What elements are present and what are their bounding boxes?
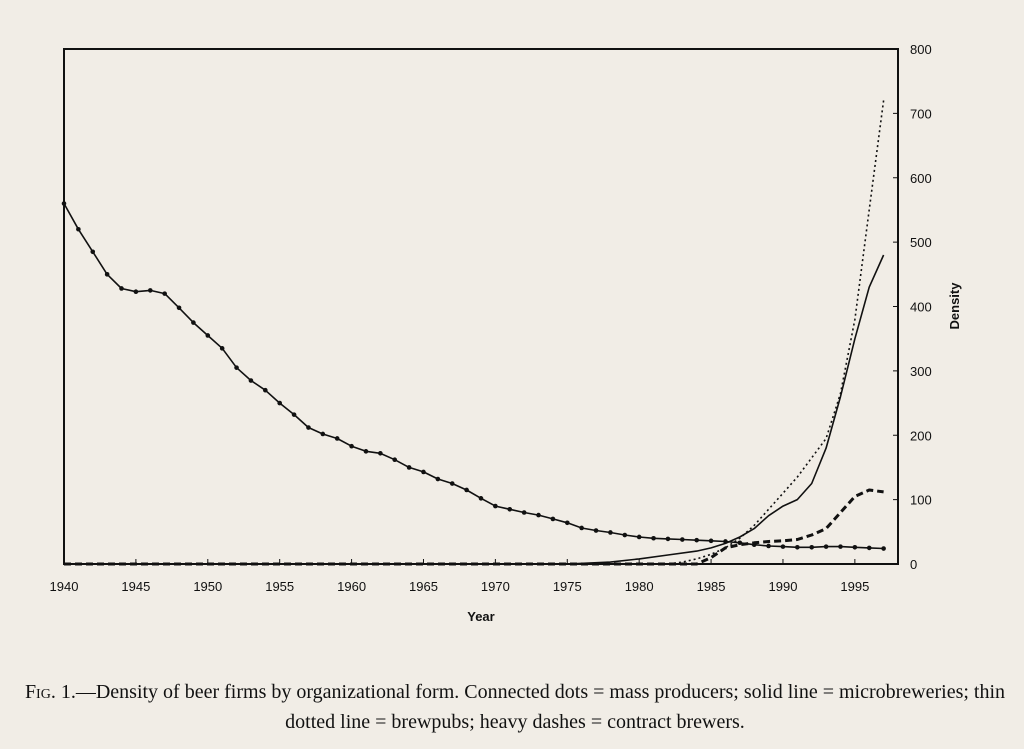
series-dot: [407, 465, 412, 470]
series-dot: [680, 537, 685, 542]
series-dot: [277, 401, 282, 406]
series-dot: [76, 227, 81, 232]
x-tick-label: 1960: [337, 579, 367, 594]
series-dot: [766, 544, 771, 549]
series-dot: [651, 536, 656, 541]
series-dot: [119, 286, 124, 291]
series-dot: [220, 346, 225, 351]
series-dot: [622, 533, 627, 538]
series-dot: [709, 539, 714, 544]
series-dot: [594, 528, 599, 533]
series-dot: [364, 449, 369, 454]
series-dot: [551, 517, 556, 522]
y-tick-label: 0: [910, 557, 918, 572]
series-dot: [694, 538, 699, 543]
series-dot: [608, 530, 613, 535]
y-axis-title: Density: [947, 282, 962, 330]
series-dot: [392, 457, 397, 462]
series-dot: [249, 378, 254, 383]
y-tick-label: 400: [910, 299, 932, 315]
series-dot: [536, 513, 541, 518]
series-dot: [579, 526, 584, 531]
series-dot: [522, 510, 527, 515]
x-tick-label: 1985: [696, 579, 726, 594]
series-dot: [881, 546, 886, 551]
series-dot: [436, 477, 441, 482]
series-dot: [867, 546, 872, 551]
series-dot: [450, 481, 455, 486]
x-tick-label: 1975: [552, 579, 582, 594]
series-dot: [464, 488, 469, 493]
x-tick-label: 1950: [193, 579, 223, 594]
caption-text: —Density of beer firms by organizational form. Connected dots = mass producers; solid line = microbreweries; thin dotted line = brewpubs; heavy dashes = contract brewers.: [75, 681, 1006, 733]
series-dot: [191, 320, 196, 325]
series-dot: [349, 444, 354, 449]
series-heavy-dashes-line: [64, 490, 884, 564]
series-dot: [479, 496, 484, 501]
caption-label: Fig. 1.: [24, 681, 76, 703]
series-dot: [162, 291, 167, 296]
series-connected-dots-line: [64, 204, 884, 549]
series-dot: [809, 545, 814, 550]
series-dot: [321, 432, 326, 437]
series-dot: [838, 544, 843, 549]
y-tick-label: 200: [910, 428, 932, 444]
x-tick-label: 1970: [480, 579, 510, 594]
series-dot: [507, 507, 512, 512]
series-dot: [493, 504, 498, 509]
series-dot: [637, 535, 642, 540]
series-dot: [824, 544, 829, 549]
plot-frame: [64, 49, 898, 564]
x-tick-label: 1965: [409, 579, 438, 594]
series-dot: [853, 545, 858, 550]
y-tick-label: 700: [910, 106, 932, 122]
series-dot: [306, 425, 311, 430]
series-dot: [335, 436, 340, 441]
x-tick-label: 1940: [49, 579, 79, 594]
y-tick-label: 100: [910, 492, 932, 508]
series-dot: [565, 521, 570, 526]
x-tick-label: 1980: [624, 579, 654, 594]
series-dot: [134, 289, 139, 294]
x-tick-label: 1955: [265, 579, 295, 594]
x-tick-label: 1990: [768, 579, 798, 594]
y-tick-label: 500: [910, 235, 932, 251]
series-dot: [62, 201, 67, 206]
series-dot: [90, 249, 95, 254]
y-tick-label: 600: [910, 170, 932, 186]
figure-caption: [20, 677, 1010, 737]
series-dot: [105, 272, 110, 277]
series-dot: [378, 451, 383, 456]
series-dot: [263, 388, 268, 393]
series-dot: [781, 544, 786, 549]
series-dot: [148, 288, 153, 293]
y-tick-label: 800: [910, 42, 932, 57]
x-tick-label: 1995: [840, 579, 870, 594]
series-dot: [205, 333, 210, 338]
x-axis-title: Year: [467, 609, 495, 624]
y-tick-label: 300: [910, 363, 932, 379]
x-tick-label: 1945: [121, 579, 151, 594]
series-dot: [421, 470, 426, 475]
series-layer: [62, 101, 886, 565]
series-dot: [234, 365, 239, 370]
series-dot: [292, 412, 297, 417]
series-dot: [795, 545, 800, 550]
series-dot: [666, 537, 671, 542]
series-dot: [177, 305, 182, 310]
